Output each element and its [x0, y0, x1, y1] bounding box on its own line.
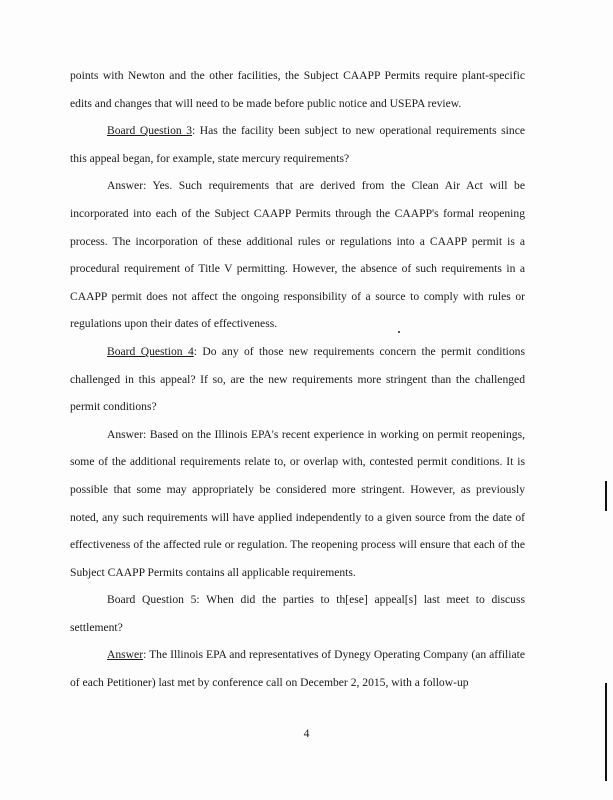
scan-edge-mark: [605, 683, 607, 781]
page-number: 4: [303, 727, 310, 740]
paragraph-text: Answer: [107, 179, 144, 193]
paragraph-p3: [70, 172, 525, 338]
paragraph-p6: [70, 586, 525, 641]
paragraph-text: points with Newton and the other facilities, the Subject CAAPP Permits require plant-specific edits and changes that will need to be made before public notice and USEPA review.: [70, 69, 525, 110]
paragraph-text: : Has the facility been subject to new operational requirements since this appeal began, for example, state mercury requirements?: [70, 124, 525, 165]
body-text: [70, 62, 525, 697]
paragraph-text: : The Illinois EPA and representatives of Dynegy Operating Company (an affiliate of each Petitioner) last met by conference call on December 2, 2015, with a follow-up: [70, 648, 525, 690]
paragraph-p4: [70, 338, 525, 421]
underlined-heading: Board Question 3: [107, 124, 193, 138]
paragraph-text: : Do any of those new requirements concern the permit conditions challenged in this appeal? If so, are the new requirements more stringent than the challenged permit conditions?: [70, 344, 525, 414]
paragraph-text: : Yes. Such requirements that are derived from the Clean Air Act will be incorporated into each of the Subject CAAPP Permits through the CAAPP's formal reopening process. The incorporation of these additional rules or regulations into a CAAPP permit is a procedural requirement of Title V permitting. However, the absence of such requirements in a CAAPP permit does not affect the ongoing responsibility of a source to comply with rules or regulations upon their dates of effectiveness.: [70, 179, 525, 331]
paragraph-p5: [70, 421, 525, 587]
paragraph-p2: [70, 117, 525, 172]
paragraph-text: Board Question 5: When did the parties to th[ese] appeal[s] last meet to discuss settlement?: [70, 593, 525, 634]
paragraph-p7: [70, 641, 525, 696]
underlined-heading: Board Question 4: [107, 344, 194, 358]
paragraph-text: Answer: Based on the Illinois EPA's recent experience in working on permit reopenings, some of the additional requirements relate to, or overlap with, contested permit conditions. It is possible that some may appropriately be considered more stringent. However, as previously noted, any such requirements will have applied independently to a given source from the date of effectiveness of the affected rule or regulation. The reopening process will ensure that each of the Subject CAAPP Permits contains all applicable requirements.: [70, 427, 525, 579]
scan-edge-mark: [605, 481, 607, 511]
underlined-heading: Answer: [107, 648, 144, 662]
scan-speck: [398, 331, 400, 333]
paragraph-p1: [70, 62, 525, 117]
